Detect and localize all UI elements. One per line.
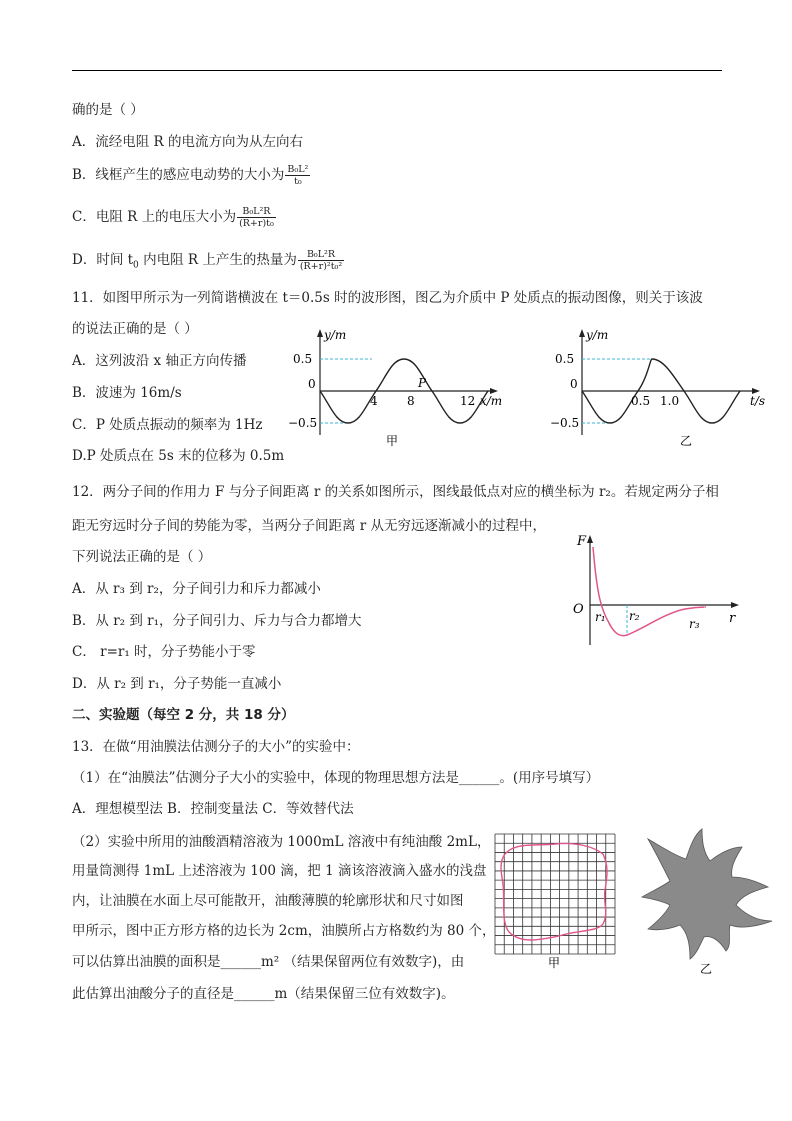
svg-text:y/m: y/m	[324, 328, 347, 342]
svg-text:−0.5: −0.5	[288, 416, 318, 430]
svg-text:y/m: y/m	[586, 328, 609, 342]
svg-text:乙: 乙	[700, 962, 713, 976]
q13-part2-line6: 此估算出油酸分子的直径是______m（结果保留三位有效数字)。	[72, 986, 455, 1002]
q13-part2-line3: 内，让油膜在水面上尽可能散开，油酸薄膜的轮廓形状和尺寸如图	[72, 893, 464, 909]
q10-option-b: B．线框产生的感应电动势的大小为 $\frac{\text{B₀L²}}{\text{t₀}}$	[72, 164, 309, 187]
svg-text:12: 12	[460, 394, 476, 408]
svg-text:0.5: 0.5	[555, 352, 575, 366]
oil-film-blob	[642, 829, 772, 959]
svg-text:4: 4	[370, 394, 378, 408]
svg-text:P: P	[418, 376, 427, 390]
svg-text:0.5: 0.5	[293, 352, 313, 366]
q12-option-a: A．从 r₃ 到 r₂，分子间引力和斥力都减小	[72, 581, 321, 597]
q11-option-c: C．P 处质点振动的频率为 1Hz	[72, 417, 263, 433]
formula-b: $\frac{\text{B₀L²}}{\text{t₀}}$	[287, 164, 309, 187]
svg-text:r₂: r₂	[629, 609, 640, 623]
svg-text:0: 0	[570, 377, 578, 391]
q10-tail: 确的是（ ）	[72, 102, 144, 118]
svg-text:r: r	[729, 611, 736, 626]
oil-film-outline	[501, 843, 607, 940]
svg-text:−0.5: −0.5	[550, 416, 580, 430]
q11-stem-2: 的说法正确的是（ ）	[72, 321, 198, 337]
svg-text:甲: 甲	[548, 956, 561, 970]
svg-text:0: 0	[308, 377, 316, 391]
svg-text:F: F	[577, 534, 587, 549]
svg-text:O: O	[573, 602, 584, 617]
formula-d: $\frac{\text{B₀L²R}}{\text{(R+r)²t₀²}}$	[299, 249, 343, 272]
formula-c: $\frac{\text{B₀L²R}}{\text{(R+r)t₀}}$	[239, 206, 274, 229]
q11-option-a: A．这列波沿 x 轴正方向传播	[72, 353, 247, 369]
q13-part1-options: A．理想模型法 B．控制变量法 C．等效替代法	[72, 801, 354, 817]
wave-curve-jia	[320, 391, 376, 423]
q11-option-d: D.P 处质点在 5s 末的位移为 0.5m	[72, 448, 285, 464]
svg-text:甲: 甲	[386, 434, 399, 448]
vibration-graph-yi	[552, 325, 772, 450]
q11-stem-1: 11．如图甲所示为一列简谐横波在 t＝0.5s 时的波形图，图乙为介质中 P 处质点的振动图像，则关于该波	[72, 290, 703, 306]
svg-text:0.5: 0.5	[631, 394, 651, 408]
svg-text:r₁: r₁	[595, 610, 606, 624]
q13-part1: （1）在“油膜法”估测分子大小的实验中，体现的物理思想方法是______。(用序号填写）	[72, 770, 600, 786]
q10-option-d: D．时间 $t_0$ 内电阻 R 上产生的热量为 $\frac{\text{B₀L²R}}{\text{(R+r)²t₀²}}$	[72, 249, 343, 272]
q12-option-d: D．从 r₂ 到 r₁，分子势能一直减小	[72, 676, 282, 692]
header-rule	[72, 70, 722, 71]
svg-text:x/m: x/m	[480, 394, 503, 408]
q12-stem-2: 距无穷远时分子间的势能为零，当两分子间距离 r 从无穷远逐渐减小的过程中，	[72, 518, 547, 534]
oil-film-grid	[493, 832, 618, 972]
svg-text:1.0: 1.0	[660, 394, 680, 408]
q13-part2-line4: 甲所示，图中正方形方格的边长为 2cm，油膜所占方格数约为 80 个，	[72, 923, 496, 939]
oil-film-shape-yi	[630, 825, 780, 975]
svg-text:r₃: r₃	[689, 617, 700, 631]
q13-part2-line1: （2）实验中所用的油酸酒精溶液为 1000mL 溶液中有纯油酸 2mL，	[72, 834, 491, 850]
q10-option-a: A．流经电阻 R 的电流方向为从左向右	[72, 134, 303, 150]
q10-option-c: C．电阻 R 上的电压大小为 $\frac{\text{B₀L²R}}{\text{(R+r)t₀}}$	[72, 206, 274, 229]
q13-part2-line5: 可以估算出油膜的面积是______m² （结果保留两位有效数字)，由	[72, 954, 465, 970]
q11-option-b: B．波速为 16m/s	[72, 385, 182, 401]
q13-stem: 13．在做“用油膜法估测分子的大小”的实验中：	[72, 739, 360, 755]
svg-text:乙: 乙	[680, 434, 693, 448]
svg-text:t/s: t/s	[750, 394, 766, 408]
q12-stem-3: 下列说法正确的是（ ）	[72, 549, 212, 565]
wave-graph-jia	[290, 325, 520, 450]
force-graph	[565, 525, 745, 650]
q12-stem-1: 12．两分子间的作用力 F 与分子间距离 r 的关系如图所示，图线最低点对应的横坐标为 r₂。若规定两分子相	[72, 484, 719, 500]
svg-text:8: 8	[407, 394, 415, 408]
section-2-title: 二、实验题（每空 2 分，共 18 分）	[72, 707, 295, 723]
q13-part2-line2: 用量筒测得 1mL 上述溶液为 100 滴，把 1 滴该溶液滴入盛水的浅盘	[72, 863, 487, 879]
q12-option-c: C． r=r₁ 时，分子势能小于零	[72, 644, 256, 660]
q12-option-b: B．从 r₂ 到 r₁，分子间引力、斥力与合力都增大	[72, 613, 362, 629]
